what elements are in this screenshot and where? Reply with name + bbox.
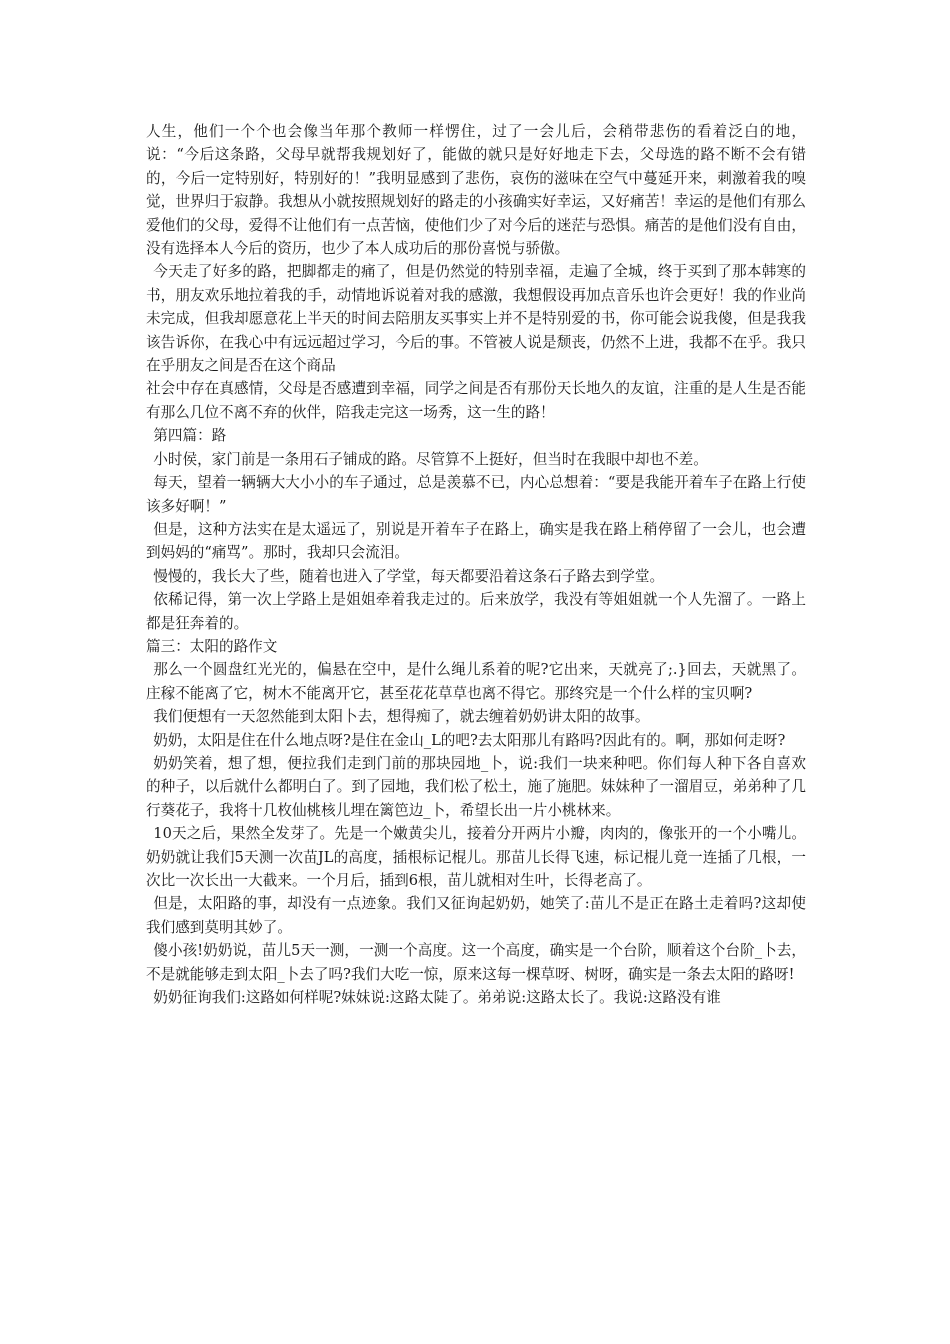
paragraph: 慢慢的，我长大了些，随着也进入了学堂，每天都要沿着这条石子路去到学堂。: [153, 567, 665, 585]
paragraph: 依稀记得，第一次上学路上是姐姐牵着我走过的。后来放学，我没有等姐姐就一个人先溜了。一路上都是狂奔着的。: [146, 591, 806, 632]
paragraph: 奶奶笑着，想了想，便拉我们走到门前的那块园地_卜，说:我们一块来种吧。你们每人种下各自喜欢的种子，以后就什么都明白了。到了园地，我们松了松土，施了施肥。妹妹种了一溜眉豆，弟弟种了几行葵花子，我将十几枚仙桃核儿埋在篱笆边_卜，希望长出一片小桃林来。: [146, 754, 806, 819]
paragraph: 社会中存在真感情，父母是否感遭到幸福，同学之间是否有那份天长地久的友谊，注重的是人生是否能有那么几位不离不弃的伙伴，陪我走完这一场秀，这一生的路！: [146, 380, 806, 421]
paragraph: 傻小孩!奶奶说，苗儿5天一测，一测一个高度。这一个高度，确实是一个台阶，顺着这个台阶_卜去，不是就能够走到太阳_卜去了吗?我们大吃一惊，原来这每一棵草呀、树呀，确实是一条去太阳的路呀!: [146, 942, 806, 983]
paragraph: 奶奶征询我们:这路如何样呢?妹妹说:这路太陡了。弟弟说:这路太长了。我说:这路没有谁: [153, 989, 721, 1007]
section-heading: 第四篇：路: [153, 427, 227, 445]
paragraph: 奶奶，太阳是住在什么地点呀?是住在金山_L的吧?去太阳那儿有路吗?因此有的。啊，那如何走呀?: [153, 731, 786, 749]
document-body: [146, 120, 806, 1009]
paragraph: 但是，这种方法实在是太遥远了，别说是开着车子在路上，确实是我在路上稍停留了一会儿，也会遭到妈妈的“痛骂”。那时，我却只会流泪。: [146, 520, 806, 562]
paragraph: 人生，他们一个个也会像当年那个教师一样愣住，过了一会儿后，会稍带悲伤的看着泛白的地，说：“今后这条路，父母早就帮我规划好了，能做的就只是好好地走下去，父母选的路不断不会有错的，今后一定特别好，特别好的！”我明显感到了悲伤，哀伤的滋味在空气中蔓延开来，刺激着我的嗅觉，世界归于寂静。我想从小就按照规划好的路走的小孩确实好幸运，又好痛苦！幸运的是他们有那么爱他们的父母，爱得不让他们有一点苦恼，使他们少了对今后的迷茫与恐惧。痛苦的是他们没有自由，没有选择本人今后的资历，也少了本人成功后的那份喜悦与骄傲。: [146, 123, 806, 258]
paragraph: 但是，太阳路的事，却没有一点迹象。我们又征询起奶奶，她笑了:苗儿不是正在路土走着吗?这却使我们感到莫明其妙了。: [146, 895, 806, 936]
paragraph: 小时侯，家门前是一条用石子铺成的路。尽管算不上挺好，但当时在我眼中却也不差。: [153, 450, 708, 468]
paragraph: 10天之后，果然全发芽了。先是一个嫩黄尖儿，接着分开两片小瓣，肉肉的，像张开的一个小嘴儿。奶奶就让我们5天测一次苗JL的高度，插根标记棍儿。那苗儿长得飞速，标记棍儿竟一连插了几根，一次比一次长出一大截来。一个月后，插到6根，苗儿就相对生叶，长得老高了。: [146, 825, 806, 889]
paragraph: 今天走了好多的路，把脚都走的痛了，但是仍然觉的特别幸福，走遍了全城，终于买到了那本韩寒的书，朋友欢乐地拉着我的手，动情地诉说着对我的感激，我想假设再加点音乐也许会更好！我的作业尚未完成，但我却愿意花上半天的时间去陪朋友买事实上并不是特别爱的书，你可能会说我傻，但是我我该告诉你，在我心中有远远超过学习，今后的事。不管被人说是颓丧，仍然不上进，我都不在乎。我只在乎朋友之间是否在这个商品: [146, 263, 806, 375]
paragraph: 我们便想有一天忽然能到太阳卜去，想得痴了，就去缠着奶奶讲太阳的故事。: [153, 708, 650, 726]
section-heading: 篇三：太阳的路作文: [146, 637, 278, 655]
paragraph: 每天，望着一辆辆大大小小的车子通过，总是羡慕不已，内心总想着：“要是我能开着车子在路上行使该多好啊！”: [146, 474, 806, 515]
paragraph: 那么一个圆盘红光光的，偏悬在空中，是什么绳儿系着的呢?它出来，天就亮了;.}回去，天就黑了。庄稼不能离了它，树木不能离开它，甚至花花草草也离不得它。那终究是一个什么样的宝贝啊?: [146, 661, 806, 702]
